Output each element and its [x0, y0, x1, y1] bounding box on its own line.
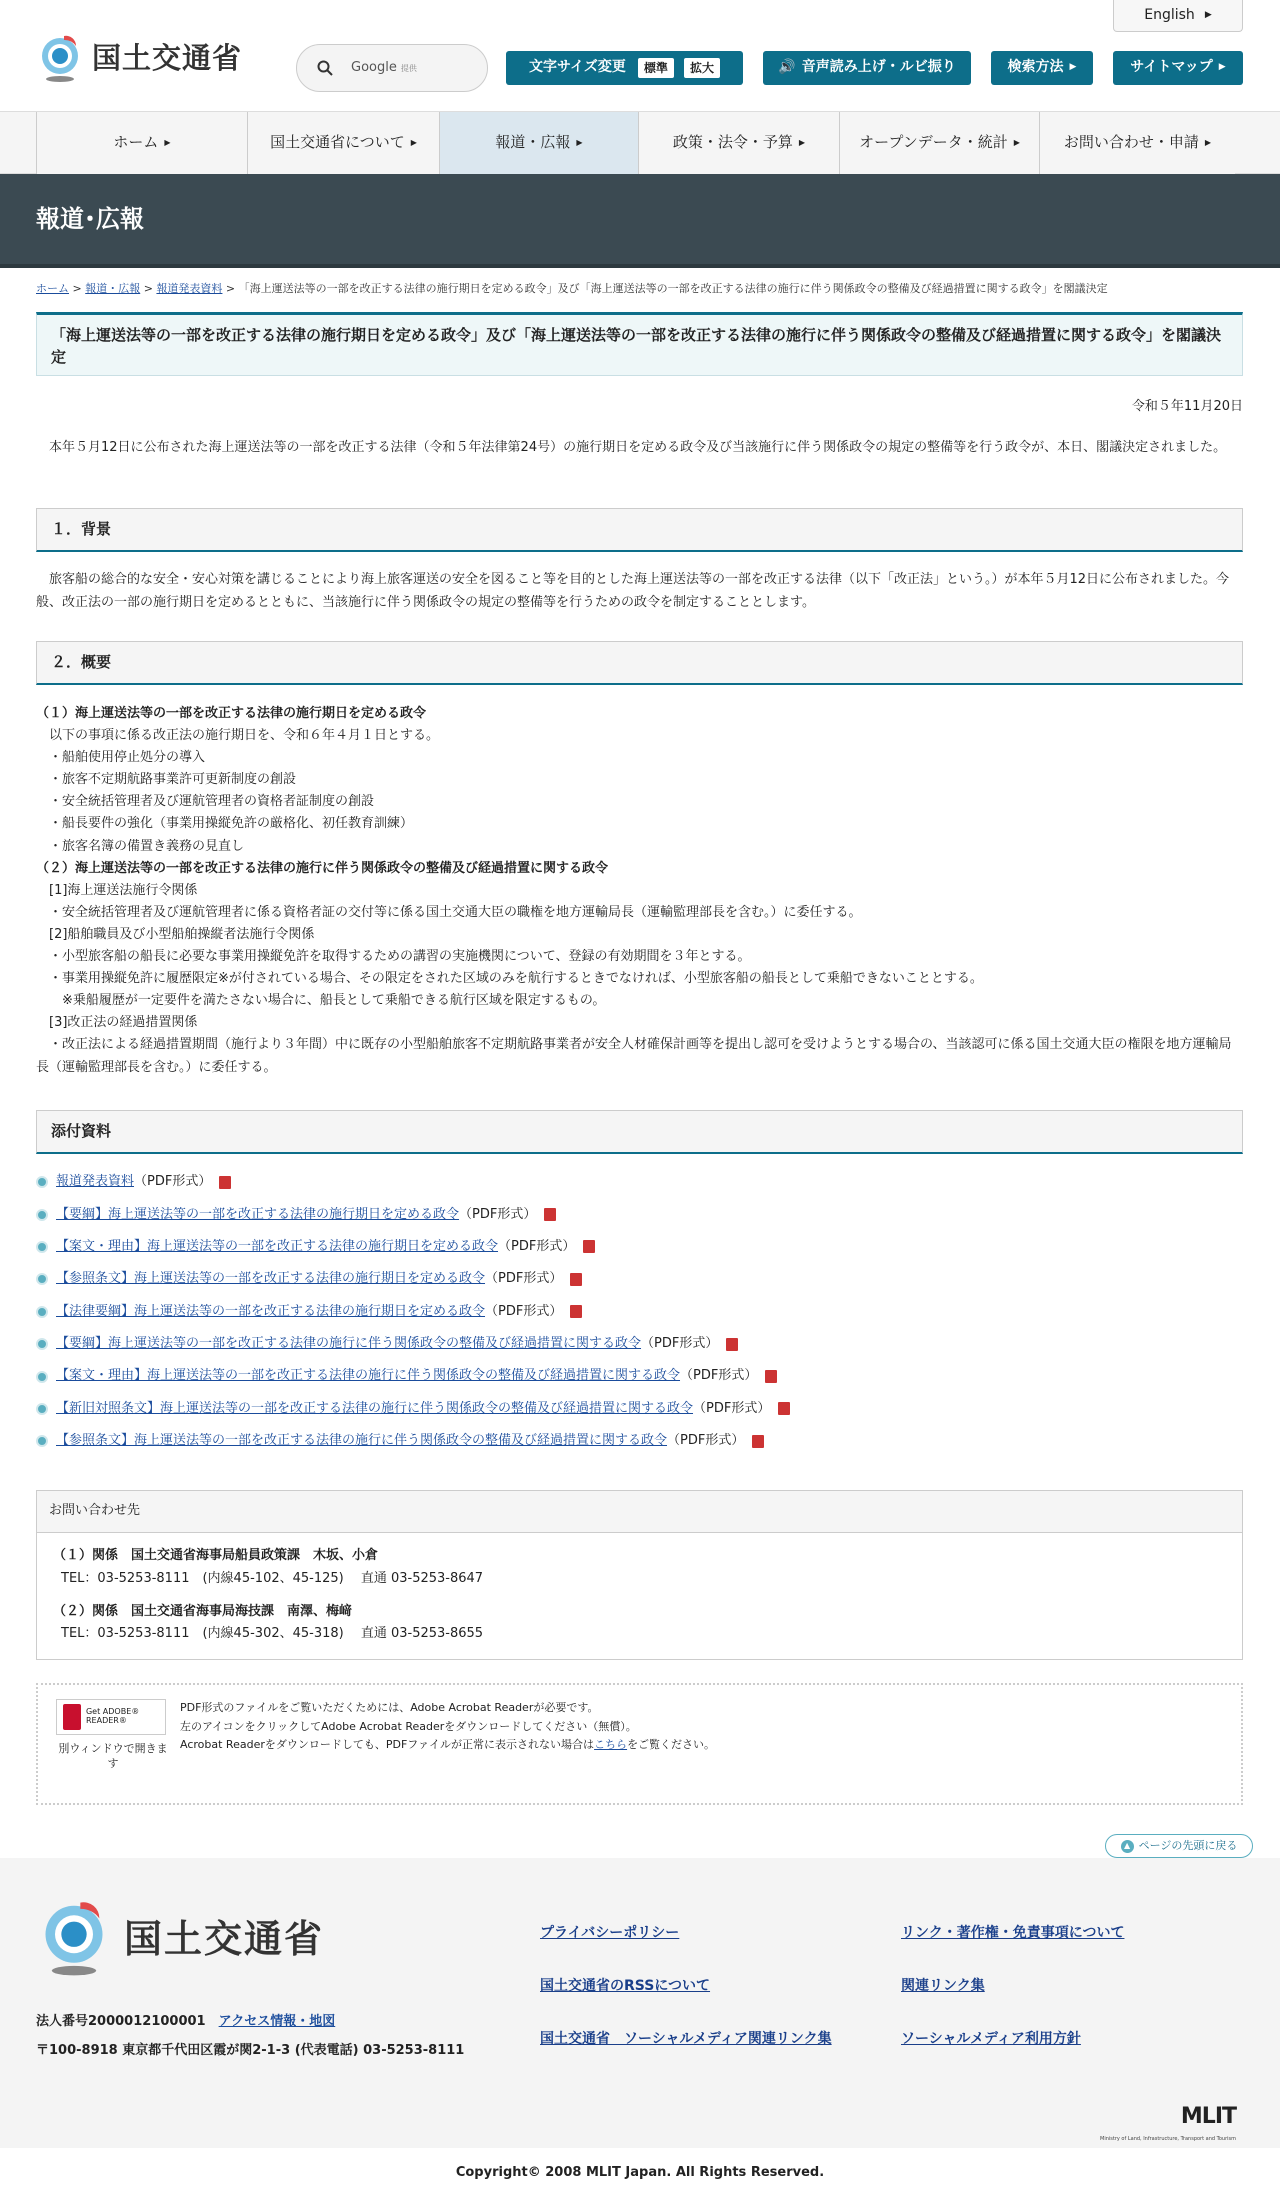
contact-heading: お問い合わせ先: [37, 1491, 1242, 1533]
overview-line: ・船長要件の強化（事業用操縦免許の厳格化、初任教育訓練）: [36, 816, 414, 832]
triangle-right-icon: ▶: [1013, 138, 1020, 148]
overview-line: ※乗船履歴が一定要件を満たさない場合に、船長として乗船できる航行区域を限定するもの。: [36, 993, 606, 1009]
nav-label: お問い合わせ・申請: [1063, 133, 1199, 152]
contact-2-name: （２）関係 国土交通省海事局海技課 南澤、梅﨑: [53, 1603, 353, 1619]
attachment-item: [36, 1296, 1243, 1328]
acrobat-help-link[interactable]: こちら: [594, 1738, 628, 1752]
nav-item-home[interactable]: [36, 112, 247, 174]
bullet-circle-icon: [36, 1306, 48, 1318]
attachment-item: [36, 1360, 1243, 1392]
bullet-circle-icon: [36, 1371, 48, 1383]
overview-line: （２）海上運送法等の一部を改正する法律の施行に伴う関係政令の整備及び経過措置に関する政令: [36, 860, 609, 876]
acrobat-line-3-post: をご覧ください。: [627, 1738, 716, 1752]
intro-paragraph: 本年５月12日に公布された海上運送法等の一部を改正する法律（令和５年法律第24号）の施行期日を定める政令及び当該施行に伴う関係政令の規定の整備等を行う政令が、本日、閣議決定されました。: [36, 440, 1227, 455]
footer-logo-text: 国土交通省: [124, 1916, 325, 1961]
acrobat-line-2: 左のアイコンをクリックしてAdobe Acrobat Readerをダウンロードしてください（無償）。: [180, 1719, 637, 1733]
font-size-large-button[interactable]: 拡大: [684, 58, 720, 78]
attachment-link[interactable]: 【案文・理由】海上運送法等の一部を改正する法律の施行に伴う関係政令の整備及び経過措置に関する政令: [56, 1368, 681, 1384]
privacy-policy-link[interactable]: プライバシーポリシー: [540, 1925, 680, 1941]
pdf-icon: [570, 1305, 582, 1318]
attachment-link[interactable]: 【案文・理由】海上運送法等の一部を改正する法律の施行期日を定める政令: [56, 1238, 499, 1254]
overview-line: ・安全統括管理者及び運航管理者の資格者証制度の創設: [36, 794, 375, 810]
triangle-right-icon: ▶: [798, 138, 806, 148]
search-provided-text: 提供: [400, 63, 417, 73]
attachment-item: [36, 1425, 1243, 1457]
nav-label: オープンデータ・統計: [859, 133, 1008, 152]
font-size-control: [506, 51, 743, 85]
attachment-item: [36, 1328, 1243, 1360]
acrobat-line-3-pre: Acrobat Readerをダウンロードしても、PDFファイルが正常に表示されない場合は: [180, 1738, 595, 1752]
triangle-right-icon: ▶: [1204, 138, 1212, 148]
bullet-circle-icon: [36, 1403, 48, 1415]
acrobat-line-3: [180, 1736, 715, 1755]
rss-link[interactable]: 国土交通省のRSSについて: [540, 1978, 711, 1994]
site-footer: [0, 1858, 1280, 2148]
logo-text: 国土交通省: [92, 41, 243, 76]
back-to-top-button[interactable]: [1105, 1834, 1253, 1858]
attachment-list: [36, 1166, 1243, 1458]
attachment-link[interactable]: 【要綱】海上運送法等の一部を改正する法律の施行に伴う関係政令の整備及び経過措置に関する政令: [56, 1336, 642, 1352]
nav-item-about[interactable]: [247, 112, 439, 174]
nav-item-policy[interactable]: [638, 112, 839, 174]
overview-list: [36, 703, 1243, 1079]
overview-line: [1]海上運送法施行令関係: [36, 882, 198, 898]
triangle-right-icon: ▶: [1069, 62, 1077, 73]
pdf-format-label: （PDF形式）: [693, 1400, 771, 1416]
triangle-right-icon: ▶: [410, 138, 417, 148]
bullet-circle-icon: [36, 1338, 48, 1350]
adobe-pdf-icon: [63, 1704, 81, 1730]
search-method-label: 検索方法: [1007, 59, 1064, 76]
section-heading-overview: [36, 641, 1243, 685]
section-heading-attachments: [36, 1110, 1243, 1154]
search-method-button[interactable]: [991, 51, 1093, 85]
sitemap-button[interactable]: [1113, 51, 1243, 85]
bullet-circle-icon: [36, 1273, 48, 1285]
speaker-icon: 🔊: [778, 59, 796, 76]
overview-line: （１）海上運送法等の一部を改正する法律の施行期日を定める政令: [36, 706, 427, 721]
footer-logo[interactable]: [36, 1898, 324, 1980]
background-paragraph: 旅客船の総合的な安全・安心対策を講じることにより海上旅客運送の安全を図ること等を目的とした海上運送法等の一部を改正する法律（以下「改正法」という。）が本年５月12日に公布されました。今般、改正法の一部の施行期日を定めるとともに、当該施行に伴う関係政令の規定の整備等を行うための政令を制定することとします。: [36, 572, 1230, 610]
attachment-link[interactable]: 【要綱】海上運送法等の一部を改正する法律の施行期日を定める政令: [56, 1206, 460, 1222]
banner-title: 報道･広報: [36, 204, 144, 233]
pdf-icon: [726, 1338, 738, 1351]
bullet-circle-icon: [36, 1209, 48, 1221]
related-links-link[interactable]: 関連リンク集: [901, 1978, 985, 1994]
search-input[interactable]: [351, 57, 417, 79]
page-title: [36, 312, 1243, 376]
pdf-icon: [219, 1176, 231, 1189]
breadcrumb: ホーム > 報道・広報 > 報道発表資料 > 「海上運送法等の一部を改正する法律の施行期日を定める政令」及び「海上運送法等の一部を改正する法律の施行に伴う関係政令の整備及び経過措置に関する政令」を閣議決定: [36, 282, 1108, 295]
nav-label: 報道・広報: [495, 133, 571, 152]
nav-item-contact[interactable]: [1039, 112, 1235, 174]
publish-date: 令和５年11月20日: [1131, 399, 1243, 414]
overview-line: ・旅客不定期航路事業許可更新制度の創設: [36, 772, 297, 788]
overview-line: ・旅客名簿の備置き義務の見直し: [36, 838, 245, 854]
mlit-wordmark: [1100, 2098, 1236, 2144]
pdf-icon: [570, 1273, 582, 1286]
overview-line: ・船舶使用停止処分の導入: [36, 750, 206, 766]
nav-item-opendata[interactable]: [839, 112, 1039, 174]
triangle-right-icon: ▶: [1204, 9, 1212, 20]
acrobat-line-1: PDF形式のファイルをご覧いただくためには、Adobe Acrobat Readerが必要です。: [180, 1701, 599, 1714]
triangle-right-icon: ▶: [1218, 62, 1226, 73]
section-heading-text: １．背景: [51, 519, 112, 538]
global-nav: [0, 112, 1280, 174]
social-media-links-link[interactable]: 国土交通省 ソーシャルメディア関連リンク集: [540, 2031, 832, 2047]
bullet-circle-icon: [36, 1435, 48, 1447]
footer-info: [36, 2008, 464, 2065]
overview-line: ・改正法による経過措置期間（施行より３年間）中に既存の小型船舶旅客不定期航路事業者が安全人材確保計画等を提出し認可を受けようとする場合の、当該認可に係る国土交通大臣の権限を地方運輸局長（運輸監理部長を含む。）に委任する。: [36, 1037, 1232, 1075]
mlit-emblem-icon: [36, 1898, 112, 1980]
nav-label: 国土交通省について: [270, 133, 405, 152]
overview-line: 以下の事項に係る改正法の施行期日を、令和６年４月１日とする。: [36, 728, 440, 744]
font-size-label: 文字サイズ変更: [529, 59, 626, 76]
search-icon: [317, 60, 333, 76]
overview-line: [3]改正法の経過措置関係: [36, 1015, 198, 1031]
new-window-note: 別ウィンドウで開きます: [58, 1742, 168, 1771]
pdf-icon: [544, 1208, 556, 1221]
pdf-icon: [778, 1402, 790, 1415]
sitemap-label: サイトマップ: [1130, 59, 1213, 76]
attachment-link[interactable]: 報道発表資料: [56, 1174, 135, 1190]
pdf-icon: [765, 1370, 777, 1383]
contact-2-tel: TEL：03-5253-8111 (内線45-302、45-318) 直通 03-5253-8655: [61, 1626, 484, 1642]
breadcrumb-press-link[interactable]: 報道・広報: [85, 282, 141, 295]
pdf-format-label: （PDF形式）: [641, 1336, 719, 1352]
bullet-circle-icon: [36, 1176, 48, 1188]
access-map-link[interactable]: アクセス情報・地図: [218, 2014, 336, 2029]
overview-line: ・安全統括管理者及び運航管理者に係る資格者証の交付等に係る国土交通大臣の職権を地方運輸局長（運輸監理部長を含む。）に委任する。: [36, 904, 862, 920]
mlit-wordmark-subtext: Ministry of Land, Infrastructure, Transport and Tourism: [1100, 2136, 1237, 2143]
adobe-logo-text: Get ADOBE® READER®: [85, 1707, 140, 1725]
nav-label: 政策・法令・予算: [672, 133, 793, 152]
section-heading-text: 添付資料: [51, 1121, 112, 1140]
pdf-format-label: （PDF形式）: [680, 1368, 758, 1384]
site-logo[interactable]: [36, 34, 242, 84]
mlit-emblem-icon: [36, 34, 84, 84]
section-banner: [0, 174, 1280, 268]
breadcrumb-current: 「海上運送法等の一部を改正する法律の施行期日を定める政令」及び「海上運送法等の一部を改正する法律の施行に伴う関係政令の整備及び経過措置に関する政令」を閣議決定: [238, 282, 1108, 295]
attachment-link[interactable]: 【参照条文】海上運送法等の一部を改正する法律の施行に伴う関係政令の整備及び経過措置に関する政令: [56, 1433, 668, 1449]
pdf-format-label: （PDF形式）: [498, 1238, 576, 1254]
english-label: English: [1144, 6, 1195, 23]
nav-label: ホーム: [113, 133, 159, 152]
speech-ruby-button[interactable]: [763, 51, 971, 85]
speech-label: 音声読み上げ・ルビ振り: [801, 59, 956, 76]
overview-line: ・事業用操縦免許に履歴限定※が付されている場合、その限定をされた区域のみを航行するときでなければ、小型旅客船の船長として乗船できないこととする。: [36, 971, 983, 987]
pdf-icon: [752, 1435, 764, 1448]
breadcrumb-home-link[interactable]: ホーム: [36, 282, 69, 295]
back-to-top-label: ページの先頭に戻る: [1138, 1838, 1238, 1852]
overview-line: ・小型旅客船の船長に必要な事業用操縦免許を取得するための講習の実施機関について、登録の有効期間を３年とする。: [36, 949, 751, 965]
mlit-wordmark-text: MLIT: [1180, 2104, 1237, 2129]
english-button[interactable]: [1113, 0, 1243, 32]
section-heading-background: [36, 508, 1243, 552]
attachment-item: [36, 1263, 1243, 1295]
pdf-format-label: （PDF形式）: [485, 1271, 563, 1287]
attachment-item: [36, 1166, 1243, 1198]
pdf-format-label: （PDF形式）: [459, 1206, 537, 1222]
contact-box: [36, 1490, 1243, 1660]
copyright: Copyright© 2008 MLIT Japan. All Rights Reserved.: [455, 2164, 825, 2180]
acrobat-notice: [36, 1683, 1243, 1805]
contact-1-tel: TEL：03-5253-8111 (内線45-102、45-125) 直通 03-5253-8647: [61, 1570, 484, 1586]
search-placeholder: Google: [351, 59, 397, 75]
search-box[interactable]: [296, 44, 488, 92]
triangle-right-icon: ▶: [576, 138, 583, 148]
breadcrumb-release-link[interactable]: 報道発表資料: [156, 282, 223, 295]
page-title-text: 「海上運送法等の一部を改正する法律の施行期日を定める政令」及び「海上運送法等の一部を改正する法律の施行に伴う関係政令の整備及び経過措置に関する政令」を閣議決定: [51, 326, 1222, 366]
social-media-policy-link[interactable]: ソーシャルメディア利用方針: [901, 2031, 1081, 2047]
get-adobe-reader-button[interactable]: [56, 1699, 166, 1735]
attachment-item: [36, 1393, 1243, 1425]
attachment-item: [36, 1231, 1243, 1263]
font-size-standard-button[interactable]: 標準: [638, 58, 674, 78]
nav-item-press[interactable]: [439, 112, 638, 174]
bullet-circle-icon: [36, 1241, 48, 1253]
attachment-link[interactable]: 【新旧対照条文】海上運送法等の一部を改正する法律の施行に伴う関係政令の整備及び経過措置に関する政令: [56, 1400, 694, 1416]
attachment-item: [36, 1198, 1243, 1230]
attachment-link[interactable]: 【法律要綱】海上運送法等の一部を改正する法律の施行期日を定める政令: [56, 1303, 486, 1319]
footer-address: 〒100-8918 東京都千代田区霞が関2-1-3 (代表電話) 03-5253-8111: [36, 2042, 465, 2058]
contact-1-name: （１）関係 国土交通省海事局船員政策課 木坂、小倉: [53, 1548, 379, 1563]
triangle-right-icon: ▶: [164, 138, 171, 148]
corporate-number: 法人番号2000012100001: [36, 2014, 206, 2029]
pdf-icon: [583, 1240, 595, 1253]
copyright-disclaimer-link[interactable]: リンク・著作権・免責事項について: [901, 1925, 1125, 1941]
overview-line: [2]船舶職員及び小型船舶操縦者法施行令関係: [36, 926, 315, 942]
pdf-format-label: （PDF形式）: [485, 1303, 563, 1319]
section-heading-text: ２．概要: [51, 652, 112, 671]
pdf-format-label: （PDF形式）: [667, 1433, 745, 1449]
pdf-format-label: （PDF形式）: [134, 1174, 212, 1190]
arrow-up-icon: ▲: [1121, 1840, 1134, 1853]
site-header: [0, 0, 1280, 112]
attachment-link[interactable]: 【参照条文】海上運送法等の一部を改正する法律の施行期日を定める政令: [56, 1271, 486, 1287]
